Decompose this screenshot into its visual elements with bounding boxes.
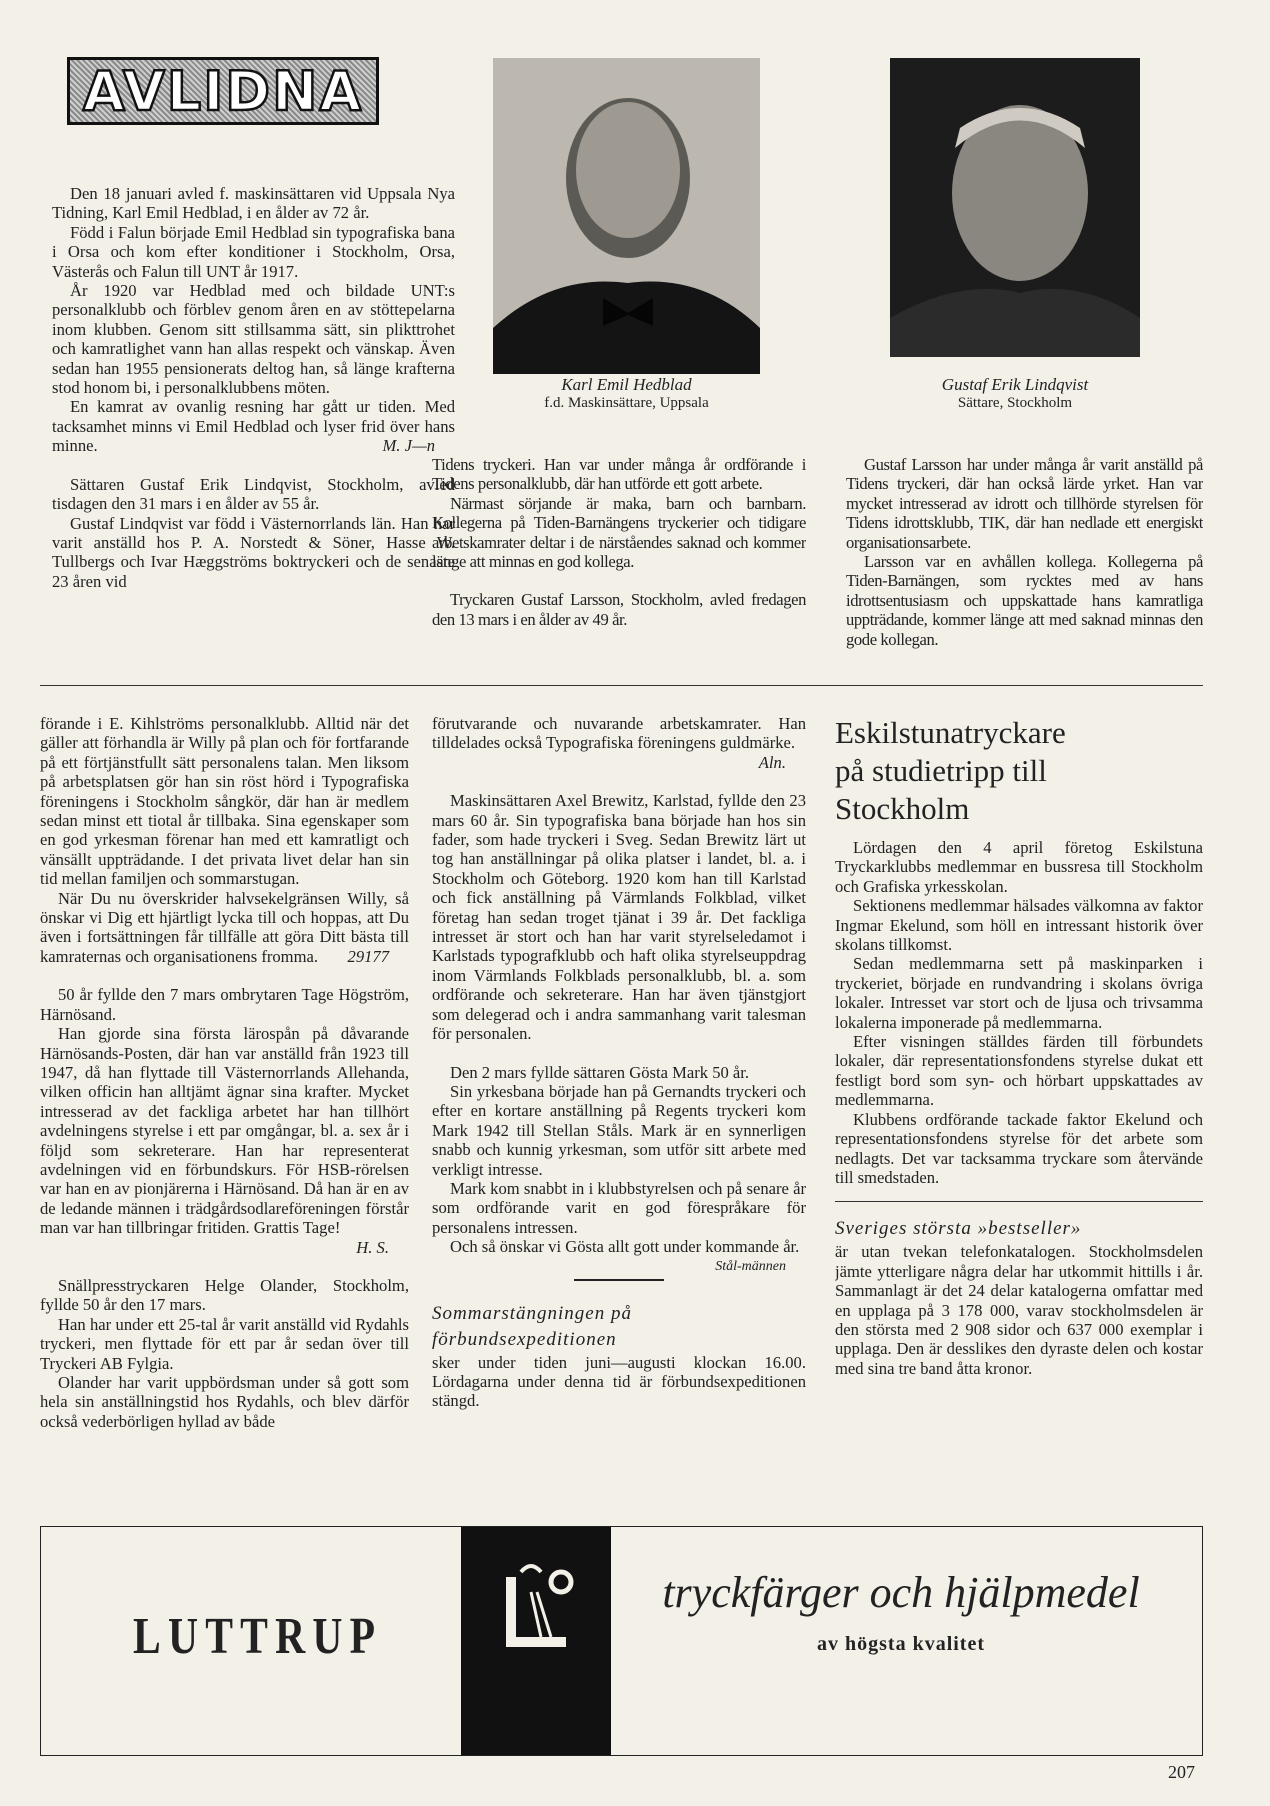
news-column-3 — [835, 714, 1203, 1494]
paragraph: Gustaf Lindqvist var född i Västernorrlands län. Han har varit anställd hos P. A. Norstedt & Söner, Hasse W. Tullbergs och Ivar Hæggströms boktryckeri och de senaste 23 åren vid — [52, 513, 455, 591]
portrait-image — [493, 58, 760, 374]
portrait-image — [890, 58, 1140, 357]
paragraph-text: Han gjorde sina första lärospån på dåvarande Härnösands-Posten, där han var anställd från 1923 till 1947, då han flyttade till Västernorrlands Allehanda, vilken officin han alltjämt ägnar sina krafter. Mycket intresserad av det fackliga arbetet har han tillhört avdelningens styrelse i ett par omgångar, bl. a. sex år i följd som sekreterare. Han har representerat avdelningen vid en förbundskurs. För HSB-rörelsen var han en av pionjärerna i Härnösand. Då han är en av de ledande männen i trädgårdsodlareföreningen förstår man var han tillbringar fritiden. Grattis Tage! — [40, 1024, 409, 1238]
paragraph: Sedan medlemmarna sett på maskinparken i tryckeriet, började en rundvandring i skolans övriga lokaler. Intresset var stort och de ljusa och trivsamma lokalerna imponerade på medlemmarna. — [835, 954, 1203, 1032]
short-divider — [574, 1279, 664, 1281]
paragraph: Född i Falun började Emil Hedblad sin typografiska bana i Orsa och kom efter konditioner i Stockholm, Orsa, Västerås och Falun till UNT år 1917. — [52, 222, 455, 281]
paragraph-text: Och så önskar vi Gösta allt gott under kommande år. — [450, 1237, 800, 1257]
signature: Stål-männen — [715, 1258, 786, 1274]
paragraph: Klubbens ordförande tackade faktor Ekelund och representationsfondens styrelse för det arbete som nedlagts. Det var tacksamma tryckare som återvände till smedstaden. — [835, 1109, 1203, 1187]
jubilee-column-2 — [432, 714, 806, 1494]
section-title-text: AVLIDNA — [82, 59, 364, 123]
paragraph: 50 år fyllde den 7 mars ombrytaren Tage Högström, Härnösand. — [40, 985, 409, 1024]
signature: Aln. — [758, 752, 786, 772]
paragraph — [432, 1237, 806, 1274]
paragraph: Olander har varit uppbördsman under så gott som hela sin anställningstid hos Rydahls, och blev därför också vederbörligen hyllad av både — [40, 1373, 409, 1431]
paragraph: Mark kom snabbt in i klubbstyrelsen och på senare år som ordförande varit en god förespråkare för personalens intressen. — [432, 1178, 806, 1237]
paragraph: förande i E. Kihlströms personalklubb. Alltid när det gäller att förhandla är Willy på plan och för fortfarande på ett förtjänstfullt sätt personalens talan. Men liksom på arbetsplatsen gör han sin röst hörd i Typografiska föreningens i Stockholm sångkör, där han är medlem sedan minst ett tiotal år tillbaka. Sina egenskaper som en god yrkesman förenar han med ett kamratligt och vänsällt uppträdande. I det privata livet delar han sin tid mellan familjen och sommarstugan. — [40, 714, 409, 889]
paragraph: Tryckaren Gustaf Larsson, Stockholm, avled fredagen den 13 mars i en ålder av 49 år. — [432, 590, 806, 629]
paragraph: Larsson var en avhållen kollega. Kollegerna på Tiden-Barnängen, som rycktes med av hans idrottsentusiasm och uppskattade hans kamratliga uppträdande, kommer länge att med saknad minnas den gode kollegan. — [846, 552, 1203, 649]
divider — [835, 1201, 1203, 1202]
obituary-column-1 — [52, 184, 455, 670]
luttrup-logo-icon — [461, 1527, 611, 1755]
caption-title: Sättare, Stockholm — [957, 395, 1073, 411]
paragraph — [52, 397, 455, 455]
portrait-photo-hedblad — [493, 58, 760, 374]
ad-logo — [461, 1527, 611, 1755]
paragraph — [40, 889, 409, 967]
portrait-photo-lindqvist — [890, 58, 1140, 357]
signature: M. J—n — [382, 436, 435, 456]
ad-tagline: tryckfärger och hjälpmedel — [662, 1568, 1140, 1617]
paragraph: Sin yrkesbana började han på Gernandts tryckeri och efter en kortare anställning på Regents tryckeri kom Mark 1942 till Stellan Ståls. Mark är en synnerligen snabb och kunnig yrkesman, som utför sitt arbete med verkligt intresse. — [432, 1081, 806, 1179]
section-title-avlidna — [67, 57, 379, 125]
paragraph: Närmast sörjande är maka, barn och barnbarn. Kollegerna på Tiden-Barnängens tryckerier och tidigare arbetskamrater deltar i de närståendes saknad och kommer länge att minnas en god kollega. — [432, 493, 806, 572]
photo-caption-lindqvist — [880, 376, 1150, 412]
photo-caption-hedblad — [493, 376, 760, 412]
ad-brand: LUTTRUP — [133, 1608, 383, 1665]
paragraph: Han har under ett 25-tal år varit anställd vid Rydahls tryckeri, men flyttade för ett par år sedan över till Tryckeri AB Fylgia. — [40, 1314, 409, 1373]
summer-closing-heading: Sommarstängningen på förbundsexpeditionen — [432, 1302, 632, 1350]
caption-name: Karl Emil Hedblad — [561, 375, 692, 394]
paragraph: Den 18 januari avled f. maskinsättaren vid Uppsala Nya Tidning, Karl Emil Hedblad, i en ålder av 72 år. — [52, 184, 455, 223]
paragraph: Maskinsättaren Axel Brewitz, Karlstad, fyllde den 23 mars 60 år. Sin typografiska bana började han hos sin fader, som hade tryckeri i Sveg. Sedan Brewitz lärt ut tog han anställningar på olika platser i landet, bl. a. i Stockholm och Göteborg. 1920 kom han till Karlstad och fick anställning på Värmlands Folkblad, vilket företag han sedan troget tjänat i 39 år. Det fackliga intresset är stort och han har varit styrelseledamot i Karlstads typografklubb och haft olika styrelseuppdrag inom Värmlands Folkblads personalklubb, bl. a. som ordförande och sekreterare. Han har även tjänstgjort som delegerad och i andra sammanhang varit talesman för personalen. — [432, 791, 806, 1044]
paragraph: Lördagen den 4 april företog Eskilstuna Tryckarklubbs medlemmar en bussresa till Stockholm och Grafiska yrkesskolan. — [835, 838, 1203, 896]
section-divider — [40, 685, 1203, 686]
ad-subline: av högsta kvalitet — [817, 1633, 985, 1655]
paragraph: Sektionens medlemmar hälsades välkomna av faktor Ingmar Ekelund, som höll en intressant historik över skolans tillkomst. — [835, 896, 1203, 955]
paragraph-text: En kamrat av ovanlig resning har gått ur tiden. Med tacksamhet minns vi Emil Hedblad och lyser frid över hans minne. — [52, 397, 455, 456]
paragraph: Den 2 mars fyllde sättaren Gösta Mark 50 år. — [450, 1062, 750, 1082]
luttrup-advertisement — [40, 1526, 1203, 1756]
paragraph: Snällpresstryckaren Helge Olander, Stockholm, fyllde 50 år den 17 mars. — [40, 1275, 409, 1315]
signature: 29177 — [347, 946, 389, 966]
bestseller-heading: Sveriges största »bestseller» — [835, 1218, 1082, 1240]
paragraph — [40, 1024, 409, 1257]
paragraph-text: När Du nu överskrider halvsekelgränsen Willy, så önskar vi Dig ett hjärtligt lycka till och hoppas, att Du även i fortsättningen får tillfälle att göra Ditt bästa till kamraternas och organisationens fromma. — [40, 888, 409, 966]
paragraph: sker under tiden juni—augusti klockan 16.00. Lördagarna under denna tid är förbundsexpeditionen stängd. — [432, 1352, 806, 1411]
article-headline: Eskilstunatryckare på studietripp till Stockholm — [835, 715, 1066, 826]
caption-name: Gustaf Erik Lindqvist — [941, 375, 1089, 394]
paragraph: År 1920 var Hedblad med och bildade UNT:s personalklubb och förblev genom åren en av stöttepelarna inom klubben. Genom sitt stillsamma sätt, sin plikttrohet och kamratlighet vann han allas respekt och vänskap. Även sedan han 1955 pensionerats deltog han, så länge krafterna stod honom bi, i personalklubbens möten. — [52, 281, 455, 398]
paragraph: Sättaren Gustaf Erik Lindqvist, Stockholm, avled tisdagen den 31 mars i en ålder av 55 år. — [52, 474, 455, 514]
obituary-column-2 — [432, 455, 806, 670]
paragraph: är utan tvekan telefonkatalogen. Stockholmsdelen jämte ytterligare några delar har utkommit hittills i år. Sammanlagt är det 24 delar katalogerna omfattar med en upplaga på 3 178 000, varav stockholmsdelen är den största med 2 908 sidor och 637 000 exemplar i upplaga. Den är desslikes den dyraste delen och kostar med sina tre band åtta kronor. — [835, 1242, 1203, 1378]
jubilee-column-1 — [40, 714, 409, 1494]
paragraph: Tidens tryckeri. Han var under många år ordförande i Tidens personalklubb, där han utförde ett gott arbete. — [432, 455, 806, 494]
paragraph — [432, 714, 806, 772]
signature: H. S. — [356, 1237, 389, 1257]
obituary-column-3 — [846, 455, 1203, 670]
paragraph: Efter visningen ställdes färden till förbundets lokaler, där representationsfondens styrelse dukat ett festligt bord som syn- och hörbart uppskattades av medlemmarna. — [835, 1032, 1203, 1110]
paragraph: Gustaf Larsson har under många år varit anställd på Tidens tryckeri, där han också lärde yrket. Han var mycket intresserad av idrott och tillhörde styrelsen för Tidens idrottsklubb, TIK, där han nedlade ett energiskt organisationsarbete. — [846, 455, 1203, 552]
paragraph-text: förutvarande och nuvarande arbetskamrater. Han tilldelades också Typografiska föreningens guldmärke. — [432, 714, 806, 753]
caption-title: f.d. Maskinsättare, Uppsala — [544, 395, 709, 411]
page-number: 207 — [1168, 1762, 1195, 1782]
